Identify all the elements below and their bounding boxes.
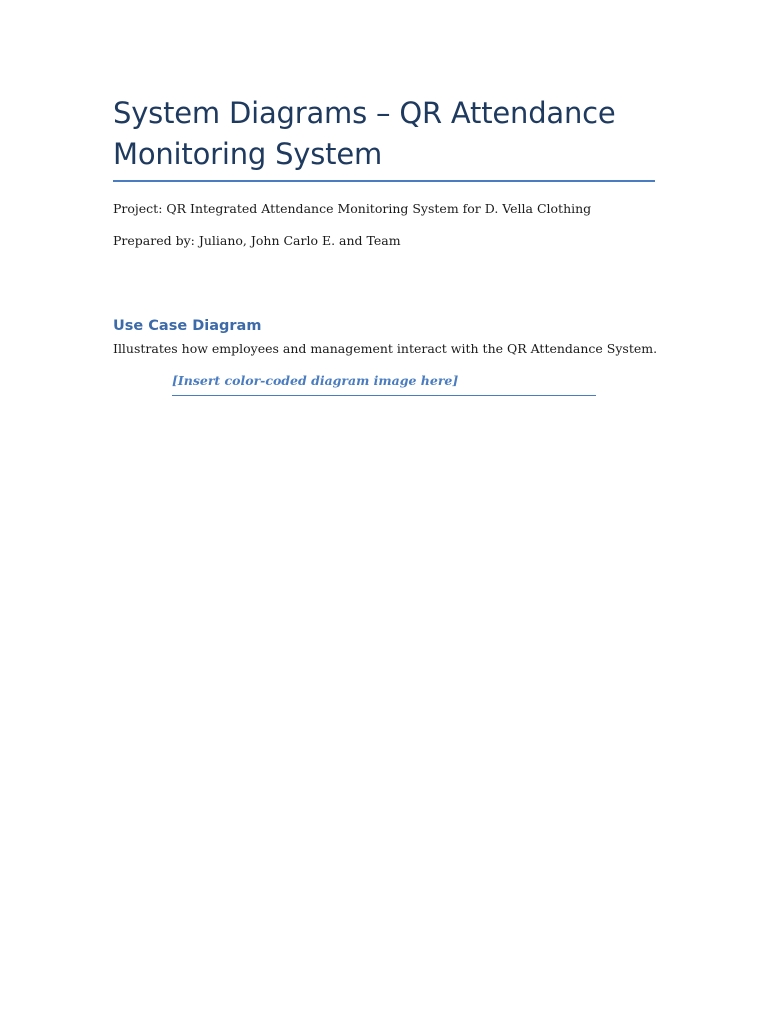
prepared-by-line: Prepared by: Juliano, John Carlo E. and Team: [113, 233, 401, 248]
section-heading-use-case: Use Case Diagram: [113, 318, 262, 334]
project-line: Project: QR Integrated Attendance Monitoring System for D. Vella Clothing: [113, 201, 592, 216]
section-description: Illustrates how employees and management interact with the QR Attendance System.: [113, 341, 658, 356]
placeholder-underline: [172, 395, 596, 396]
document-title: System Diagrams – QR Attendance Monitoring System: [113, 96, 616, 171]
diagram-placeholder: [Insert color-coded diagram image here]: [172, 373, 459, 388]
title-underline: [113, 180, 655, 182]
